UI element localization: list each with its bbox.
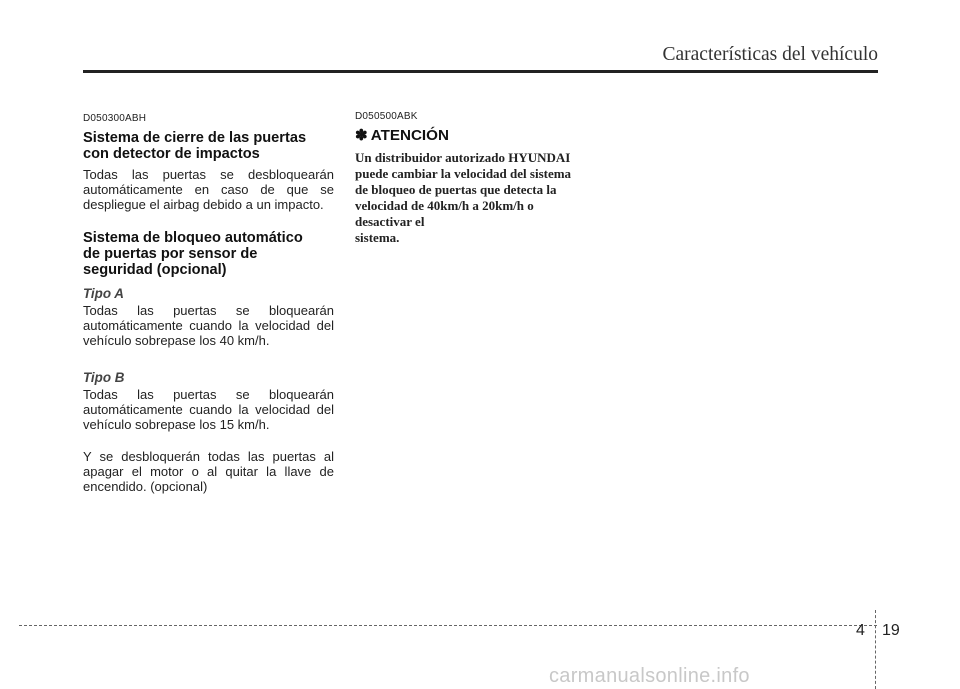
chapter-number: 4 (856, 622, 865, 639)
page-number: 19 (882, 622, 900, 639)
footer-divider (19, 625, 877, 626)
warning-title-text: ATENCIÓN (370, 126, 449, 144)
section-heading (83, 130, 334, 162)
section-code: D050300ABH (83, 113, 147, 124)
warning-line: Un distribuidor autorizado HYUNDAI (355, 150, 571, 165)
footer-vertical-divider (875, 610, 876, 689)
warning-body (355, 150, 606, 246)
section-heading (83, 230, 334, 278)
paragraph: Y se desbloquerán todas las puertas al apagar el motor o al quitar la llave de encendido. (opcional) (83, 449, 334, 494)
section-code: D050500ABK (355, 111, 418, 122)
left-column (83, 113, 334, 494)
right-column (355, 111, 606, 246)
warning-line: sistema. (355, 230, 400, 245)
heading-line: Sistema de bloqueo automático (83, 230, 303, 246)
asterisk-icon: ✽ (355, 127, 368, 144)
header-title: Características del vehículo (662, 44, 878, 65)
header-rule (83, 70, 878, 73)
heading-line: Sistema de cierre de las puertas (83, 130, 307, 146)
warning-title (355, 126, 606, 144)
paragraph: Todas las puertas se desbloquearán automáticamente en caso de que se despliegue el airbag debido a un impacto. (83, 167, 334, 212)
watermark: carmanualsonline.info (549, 665, 750, 687)
warning-line: puede cambiar la velocidad del sistema (355, 166, 572, 181)
warning-line: velocidad de 40km/h a 20km/h o (355, 198, 534, 213)
paragraph: Todas las puertas se bloquearán automáticamente cuando la velocidad del vehículo sobrepase los 40 km/h. (83, 303, 334, 348)
subheading-type-b: Tipo B (83, 370, 125, 385)
paragraph: Todas las puertas se bloquearán automáticamente cuando la velocidad del vehículo sobrepase los 15 km/h. (83, 387, 334, 432)
heading-line: seguridad (opcional) (83, 262, 227, 278)
warning-line: desactivar el (355, 214, 425, 229)
warning-line: de bloqueo de puertas que detecta la (355, 182, 557, 197)
heading-line: con detector de impactos (83, 146, 260, 162)
heading-line: de puertas por sensor de (83, 246, 258, 262)
subheading-type-a: Tipo A (83, 286, 124, 301)
